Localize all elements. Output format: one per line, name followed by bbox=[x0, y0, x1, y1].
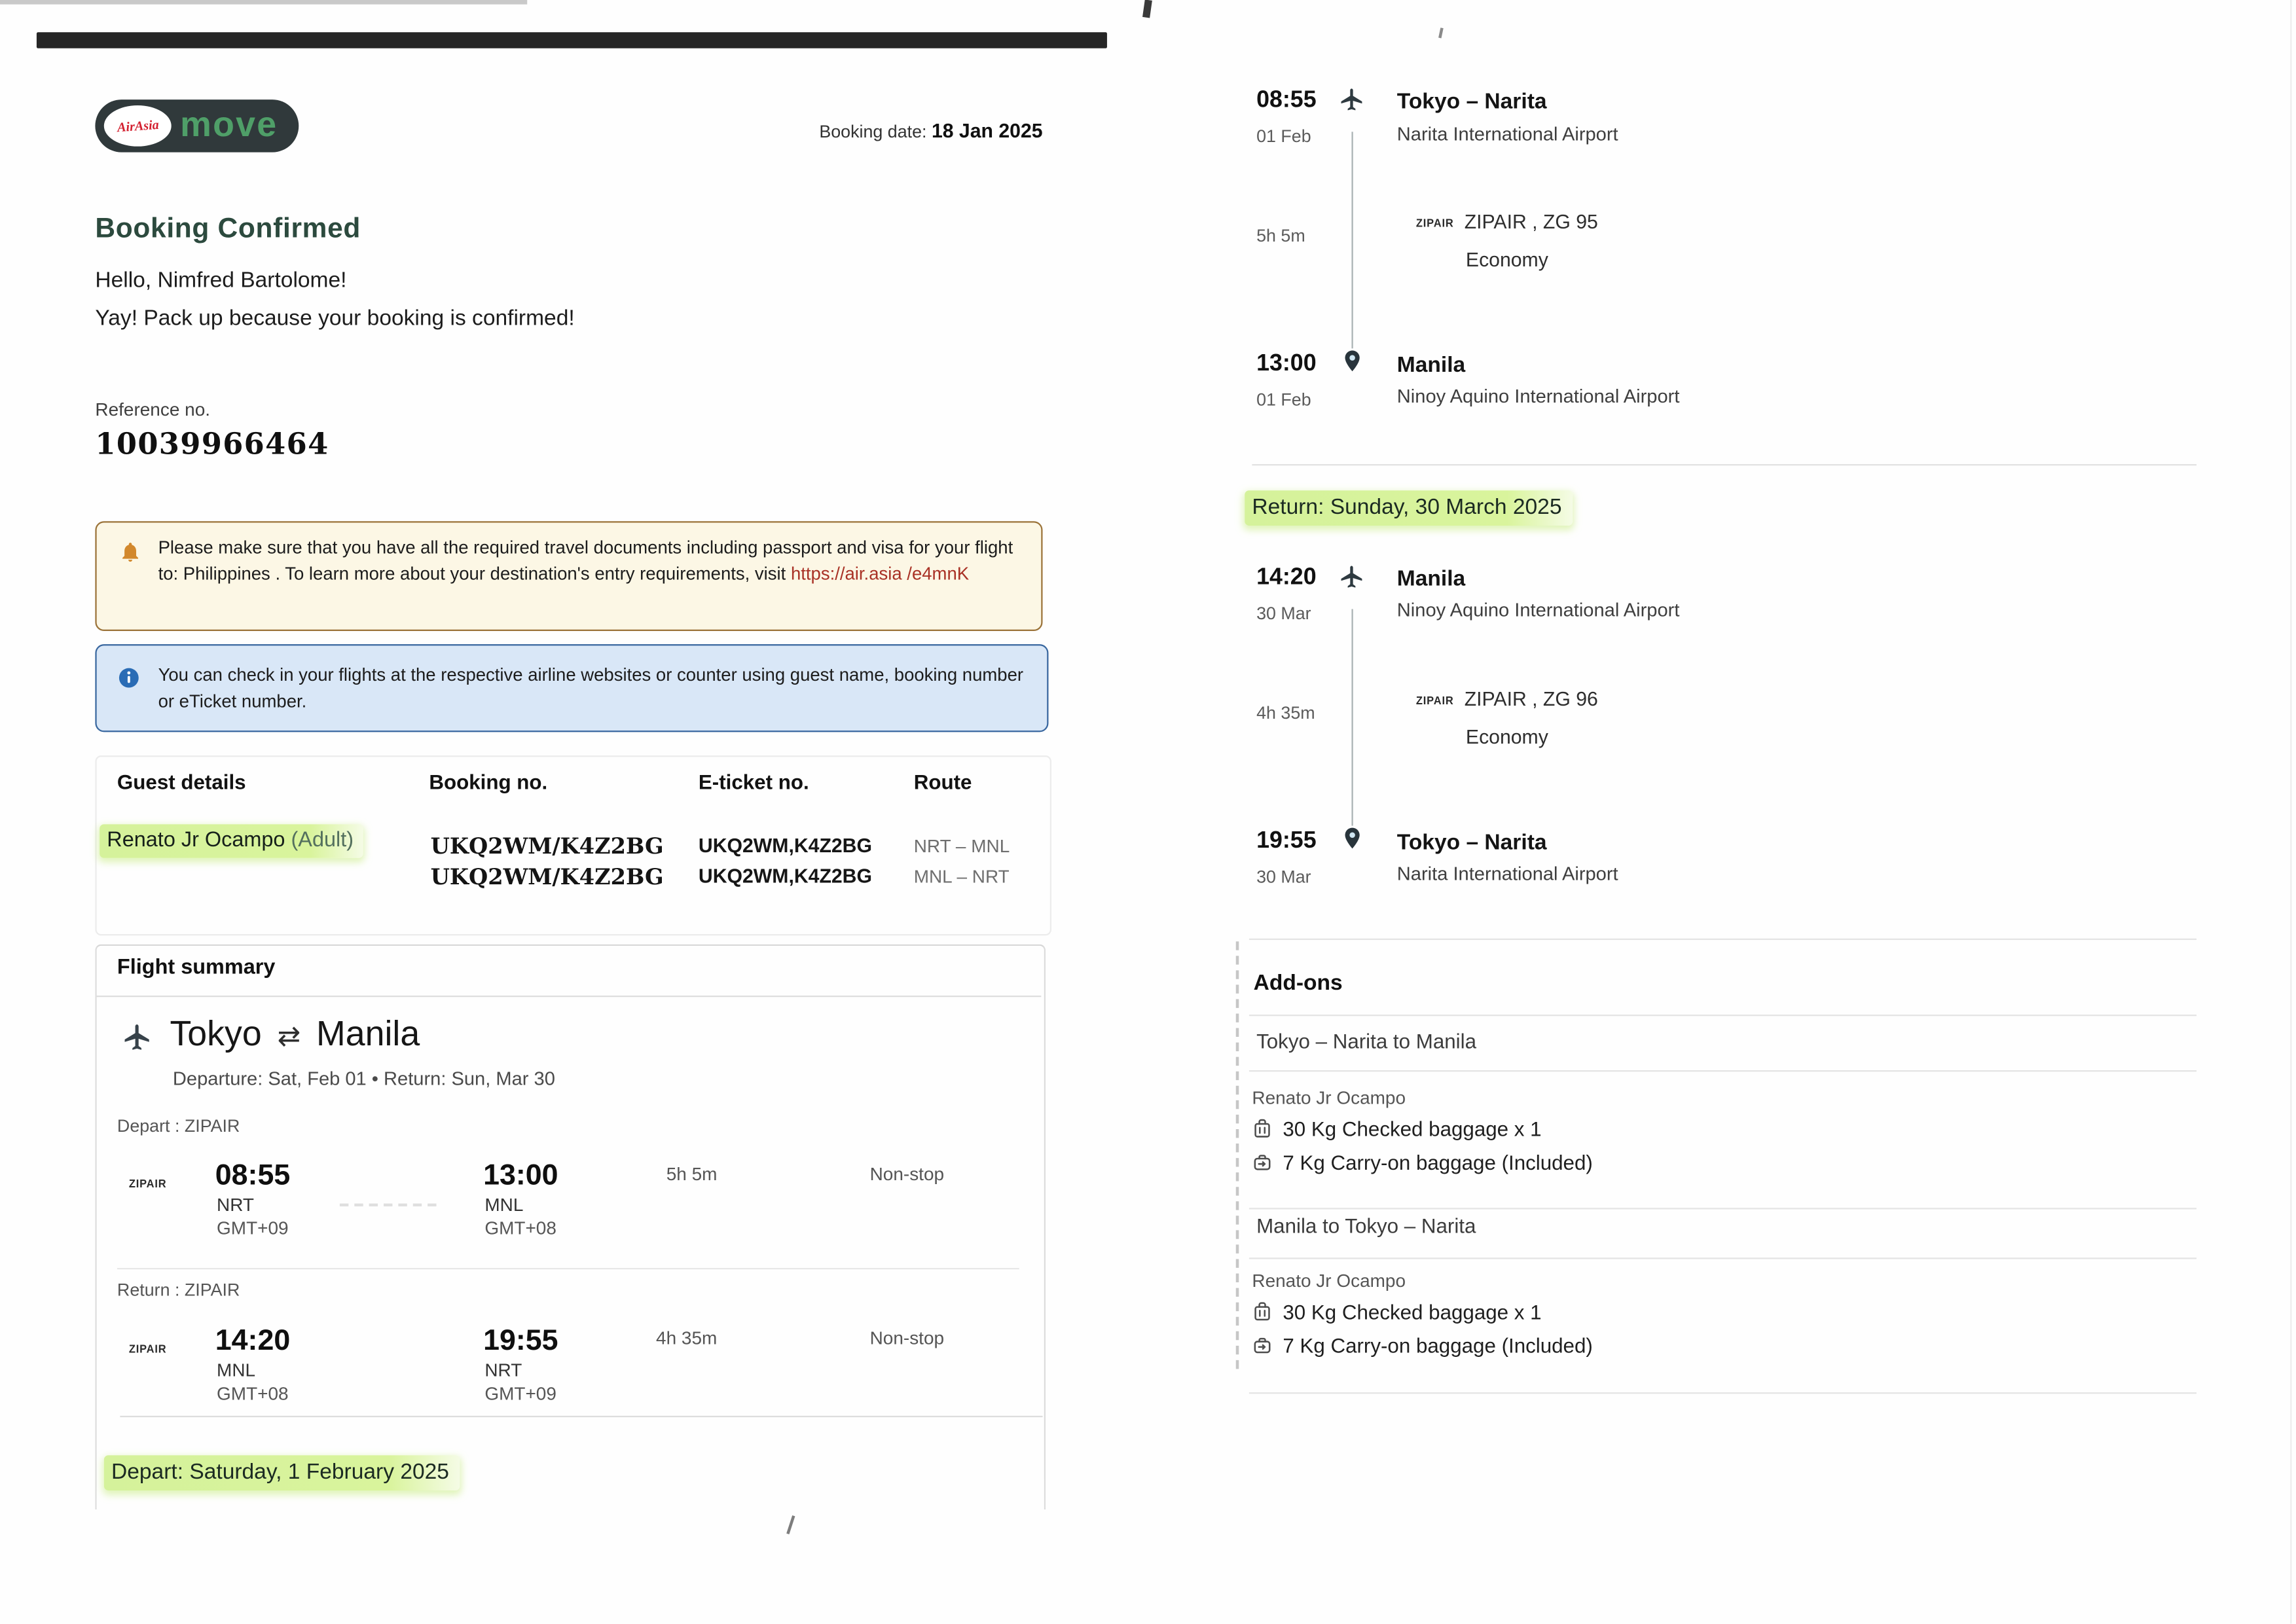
eticket-no-1: UKQ2WM,K4Z2BG bbox=[698, 834, 872, 857]
return-date-highlight-text: Return: Sunday, 30 March 2025 bbox=[1245, 490, 1572, 526]
depart-date-highlight bbox=[104, 1460, 460, 1485]
addons-rule bbox=[1249, 1070, 2196, 1072]
warning-text bbox=[158, 536, 1019, 588]
inbound-dep-city: Manila bbox=[1396, 566, 1466, 592]
scan-speck bbox=[1438, 27, 1444, 38]
greeting-text: Hello, Nimfred Bartolome! bbox=[95, 268, 347, 293]
guest-table-header-guest: Guest details bbox=[117, 770, 246, 794]
addon-section-route: Manila to Tokyo – Narita bbox=[1256, 1214, 1476, 1238]
scan-top-edge-line bbox=[0, 0, 527, 5]
addons-rule bbox=[1249, 1392, 2196, 1394]
outbound-dep-city: Tokyo – Narita bbox=[1396, 89, 1547, 115]
return-airline-label: Return : ZIPAIR bbox=[117, 1279, 240, 1301]
travel-documents-warning-box bbox=[95, 521, 1042, 631]
confirmation-message: Yay! Pack up because your booking is confirmed! bbox=[95, 306, 575, 331]
summary-bottom-divider bbox=[120, 1416, 1042, 1417]
guest-name: Renato Jr Ocampo bbox=[107, 828, 285, 852]
page-title: Booking Confirmed bbox=[95, 213, 361, 245]
return-dep-tz: GMT+08 bbox=[217, 1383, 289, 1404]
return-stops: Non-stop bbox=[869, 1327, 945, 1349]
outbound-flight-number: ZIPAIR , ZG 95 bbox=[1464, 211, 1598, 233]
booking-date-label: Booking date: bbox=[819, 121, 927, 142]
inbound-dep-airport: Ninoy Aquino International Airport bbox=[1396, 598, 1680, 621]
summary-route-to: Manila bbox=[316, 1015, 420, 1055]
checked-baggage-icon bbox=[1250, 1300, 1274, 1324]
zipair-logo-outbound: ZIPAIR bbox=[1415, 217, 1454, 230]
return-arr-code: NRT bbox=[484, 1360, 522, 1381]
move-logo-text: move bbox=[180, 105, 278, 145]
outbound-dep-time: 08:55 bbox=[1256, 88, 1317, 113]
depart-dep-code: NRT bbox=[217, 1195, 254, 1216]
inbound-arr-airport: Narita International Airport bbox=[1396, 862, 1618, 884]
guest-name-cell bbox=[100, 829, 364, 852]
booking-no-2: UKQ2WM/K4Z2BG bbox=[430, 863, 664, 890]
outbound-arr-airport: Ninoy Aquino International Airport bbox=[1396, 385, 1680, 407]
guest-name-highlight bbox=[100, 824, 364, 857]
guest-type: (Adult) bbox=[291, 828, 354, 852]
checked-baggage-icon bbox=[1250, 1117, 1274, 1141]
warning-text-body: Please make sure that you have all the required travel documents including passport and visa for your flight to: Philippines . To learn more about your destination's entry requirements, visit bbox=[158, 537, 1013, 585]
inbound-dep-date: 30 Mar bbox=[1256, 603, 1311, 624]
addon-item: 30 Kg Checked baggage x 1 bbox=[1283, 1300, 1542, 1324]
warning-link: https://air.asia /e4mnK bbox=[790, 563, 970, 585]
timeline-connector bbox=[1351, 132, 1353, 348]
addons-rule bbox=[1249, 1208, 2196, 1209]
addons-title: Add-ons bbox=[1253, 970, 1343, 996]
swap-icon: ⇄ bbox=[277, 1022, 301, 1053]
return-arr-time: 19:55 bbox=[483, 1325, 558, 1358]
reference-number: 10039966464 bbox=[95, 425, 329, 461]
addons-rule bbox=[1249, 1015, 2196, 1016]
addon-item: 30 Kg Checked baggage x 1 bbox=[1283, 1117, 1542, 1141]
zipair-logo-inbound: ZIPAIR bbox=[1415, 694, 1454, 708]
outbound-arr-city: Manila bbox=[1396, 353, 1466, 378]
scan-tick-mark bbox=[1142, 0, 1152, 18]
outbound-dep-airport: Narita International Airport bbox=[1396, 122, 1618, 145]
return-dep-code: MNL bbox=[217, 1360, 256, 1381]
outbound-duration: 5h 5m bbox=[1256, 225, 1305, 246]
timeline-connector bbox=[1351, 609, 1353, 825]
outbound-dep-date: 01 Feb bbox=[1256, 126, 1311, 147]
guest-table-header-route: Route bbox=[913, 770, 972, 794]
outbound-cabin: Economy bbox=[1465, 249, 1548, 271]
checkin-info-box bbox=[95, 644, 1048, 732]
carry-on-baggage-icon bbox=[1250, 1334, 1274, 1358]
addon-passenger: Renato Jr Ocampo bbox=[1252, 1087, 1406, 1109]
plane-icon bbox=[1338, 86, 1364, 113]
booking-no-1: UKQ2WM/K4Z2BG bbox=[430, 833, 664, 859]
inbound-duration: 4h 35m bbox=[1256, 702, 1315, 723]
info-icon bbox=[117, 666, 141, 690]
eticket-no-2: UKQ2WM,K4Z2BG bbox=[698, 865, 872, 888]
addon-section-route: Tokyo – Narita to Manila bbox=[1256, 1029, 1477, 1053]
depart-stops: Non-stop bbox=[869, 1164, 945, 1185]
airasia-logo-badge bbox=[104, 105, 172, 147]
addons-left-dashed-border bbox=[1236, 941, 1239, 1369]
inbound-arr-time: 19:55 bbox=[1256, 828, 1317, 854]
route-1: NRT – MNL bbox=[913, 836, 1010, 857]
zipair-logo-depart: ZIPAIR bbox=[128, 1177, 167, 1191]
summary-dates: Departure: Sat, Feb 01 • Return: Sun, Mar 30 bbox=[172, 1067, 555, 1090]
zipair-logo-return: ZIPAIR bbox=[128, 1343, 167, 1356]
depart-dep-tz: GMT+09 bbox=[217, 1218, 289, 1239]
scan-right-edge-line bbox=[2290, 0, 2291, 1624]
airasia-logo-text: AirAsia bbox=[116, 117, 159, 135]
depart-date-highlight-text: Depart: Saturday, 1 February 2025 bbox=[104, 1455, 460, 1490]
return-duration: 4h 35m bbox=[656, 1327, 718, 1349]
route-2: MNL – NRT bbox=[913, 867, 1010, 888]
return-arr-tz: GMT+09 bbox=[484, 1383, 556, 1404]
inbound-arr-date: 30 Mar bbox=[1256, 867, 1311, 888]
outbound-arr-date: 01 Feb bbox=[1256, 389, 1311, 410]
pen-slash-mark bbox=[786, 1515, 795, 1534]
checkin-info-text: You can check in your flights at the respective airline websites or counter using guest name, booking number or eTicket number. bbox=[158, 664, 1024, 713]
summary-row-divider bbox=[117, 1268, 1019, 1269]
depart-arr-tz: GMT+08 bbox=[484, 1218, 556, 1239]
reference-label: Reference no. bbox=[95, 399, 211, 420]
depart-connector-line bbox=[340, 1204, 437, 1206]
return-dep-time: 14:20 bbox=[215, 1325, 291, 1358]
bell-icon bbox=[118, 540, 142, 564]
airasia-move-logo bbox=[95, 99, 299, 153]
scan-faint-rule bbox=[1252, 464, 2196, 465]
inbound-cabin: Economy bbox=[1465, 726, 1548, 748]
depart-airline-label: Depart : ZIPAIR bbox=[117, 1115, 240, 1136]
flight-summary-divider bbox=[97, 996, 1042, 997]
inbound-dep-time: 14:20 bbox=[1256, 565, 1317, 590]
carry-on-baggage-icon bbox=[1250, 1151, 1274, 1174]
addons-rule bbox=[1249, 1257, 2196, 1259]
inbound-arr-city: Tokyo – Narita bbox=[1396, 830, 1547, 856]
location-pin-icon bbox=[1340, 348, 1365, 373]
addon-item: 7 Kg Carry-on baggage (Included) bbox=[1283, 1151, 1593, 1174]
depart-arr-code: MNL bbox=[484, 1195, 524, 1216]
depart-arr-time: 13:00 bbox=[483, 1159, 558, 1192]
return-date-highlight bbox=[1245, 495, 1572, 520]
booking-date-value: 18 Jan 2025 bbox=[931, 120, 1043, 142]
plane-icon bbox=[122, 1022, 153, 1053]
addons-rule bbox=[1249, 939, 2196, 940]
scan-black-bar bbox=[37, 32, 1107, 48]
plane-icon bbox=[1338, 564, 1364, 590]
addon-passenger: Renato Jr Ocampo bbox=[1252, 1271, 1406, 1291]
inbound-flight-number: ZIPAIR , ZG 96 bbox=[1464, 688, 1598, 710]
booking-date bbox=[586, 120, 1043, 142]
summary-route-from: Tokyo bbox=[170, 1015, 262, 1055]
depart-duration: 5h 5m bbox=[666, 1164, 718, 1185]
guest-table-header-booking: Booking no. bbox=[429, 770, 548, 794]
addon-item: 7 Kg Carry-on baggage (Included) bbox=[1283, 1333, 1593, 1358]
depart-dep-time: 08:55 bbox=[215, 1159, 291, 1192]
outbound-arr-time: 13:00 bbox=[1256, 351, 1317, 376]
guest-table-header-eticket: E-ticket no. bbox=[698, 770, 809, 794]
location-pin-icon bbox=[1340, 825, 1365, 850]
summary-route bbox=[170, 1015, 420, 1056]
flight-summary-title: Flight summary bbox=[117, 956, 276, 980]
